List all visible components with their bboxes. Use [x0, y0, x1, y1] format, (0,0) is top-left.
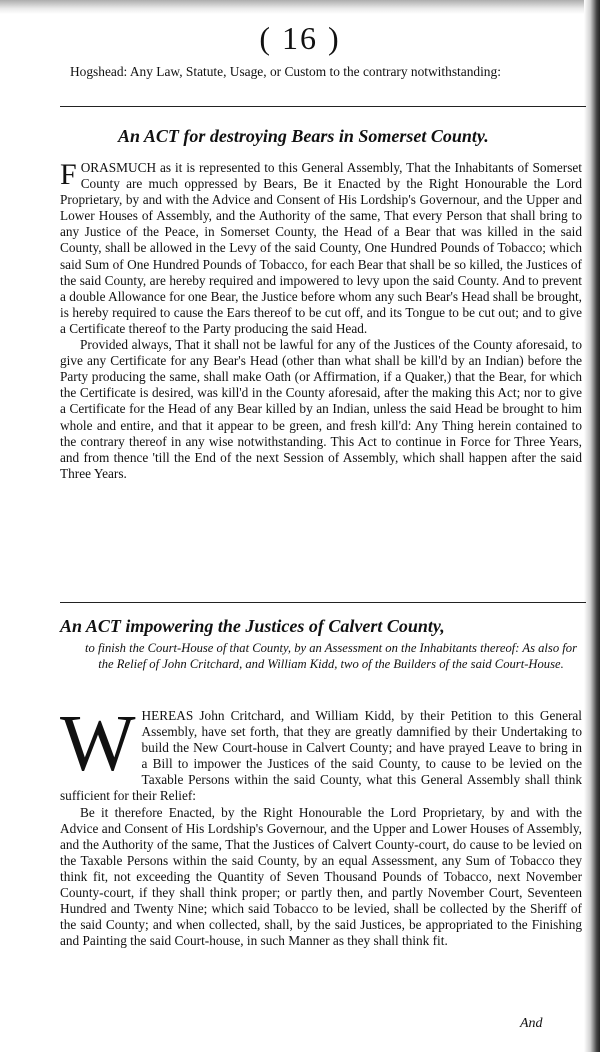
- act2-paragraph-1-text: HEREAS John Critchard, and William Kidd, by their Petition to this General Assembly, have set forth, that they are greatly damnified by their Undertaking to build the New Court-house in Calvert County; and have prayed Leave to bring in a Bill to impower the Justices of the said County, to cause to be levied on the Taxable Persons within the said County, what this General Assembly shall think sufficient for their Relief:: [60, 708, 582, 804]
- act1-paragraph-1-text: ORASMUCH as it is represented to this General Assembly, That the Inhabitants of Somerset County are much oppressed by Bears, Be it Enacted by the Right Honourable the Lord Proprietary, by and with the Advice and Consent of His Lordship's Governour, and the Upper and Lower Houses of Assembly, and the Authority of the same, That every Person that shall bring to any Justice of the Peace, in Somerset County, the Head of a Bear that was killed in the said County, shall be allowed in the Levy of the said County, One Hundred Pounds of Tobacco; which said Sum of One Hundred Pounds of Tobacco, for each Bear that shall be so killed, the Justices of the said County, are hereby required and impowered to levy upon the said County. And to prevent a double Allowance for one Bear, the Justice before whom any such Bear's Head shall be brought, is hereby required to cause the Ears thereof to be cut off, and its Tongue to be cut out; and to give a Certificate thereof to the Party producing the said Head.: [60, 160, 582, 336]
- act2-body: [60, 700, 582, 949]
- section-divider: [60, 602, 586, 603]
- act2-paragraph-1: [60, 700, 582, 805]
- act1-body: [60, 160, 582, 482]
- carryover-text: Hogshead: Any Law, Statute, Usage, or Custom to the contrary notwithstanding:: [70, 64, 501, 79]
- page-edge-shadow-top: [0, 0, 600, 14]
- act1-paragraph-2: Provided always, That it shall not be lawful for any of the Justices of the County aforesaid, to give any Certificate for any Bear's Head (other than what shall be kill'd by an Indian) before the Party producing the same, shall make Oath (or Affirmation, if a Quaker,) that the Bear, for which the Certificate is desired, was kill'd in the County aforesaid, after the making this Act; nor to give a Certificate for the Head of any Bear killed by an Indian, unless the said Head be brought to him whole and entire, and that it appear to be green, and fresh kill'd: Any Thing herein contained to the contrary thereof in any wise notwithstanding. This Act to continue in Force for Three Years, and from thence 'till the End of the next Session of Assembly, which shall happen after the said Three Years.: [60, 337, 582, 481]
- catchword: And: [520, 1016, 543, 1031]
- act1-title: An ACT for destroying Bears in Somerset County.: [118, 126, 489, 146]
- act2-subtitle: to finish the Court-House of that County, by an Assessment on the Inhabitants thereof: As also for the Relief of John Critchard, and William Kidd, two of the Builders of the said Court-House.: [85, 641, 577, 671]
- act1-dropcap: F: [60, 158, 77, 191]
- act2-paragraph-2: Be it therefore Enacted, by the Right Honourable the Lord Proprietary, by and with the Advice and Consent of His Lordship's Governour, and the Upper and Lower Houses of Assembly, and the Authority of the same, That the Justices of Calvert County-court, do cause to be levied on the Taxable Persons within the said County, by an equal Assessment, any Sum of Tobacco they think fit, not exceeding the Quantity of Seven Thousand Pounds of Tobacco, next November County-court, if they shall think proper; or partly then, and partly November Court, Seventeen Hundred and Twenty Nine; which said Tobacco to be levied, shall be collected by the Sheriff of the said County; and when collected, shall, by the said Justices, be appropriated to the Finishing and Painting the said Court-house, in such Manner as they shall think fit.: [60, 804, 582, 949]
- act1-paragraph-1: [60, 160, 582, 337]
- act2-dropcap: W: [60, 700, 136, 788]
- section-divider: [60, 106, 586, 107]
- act2-title: An ACT impowering the Justices of Calvert County,: [60, 616, 445, 636]
- page-number: ( 16 ): [259, 20, 341, 56]
- page-edge-shadow-right: [584, 0, 600, 1052]
